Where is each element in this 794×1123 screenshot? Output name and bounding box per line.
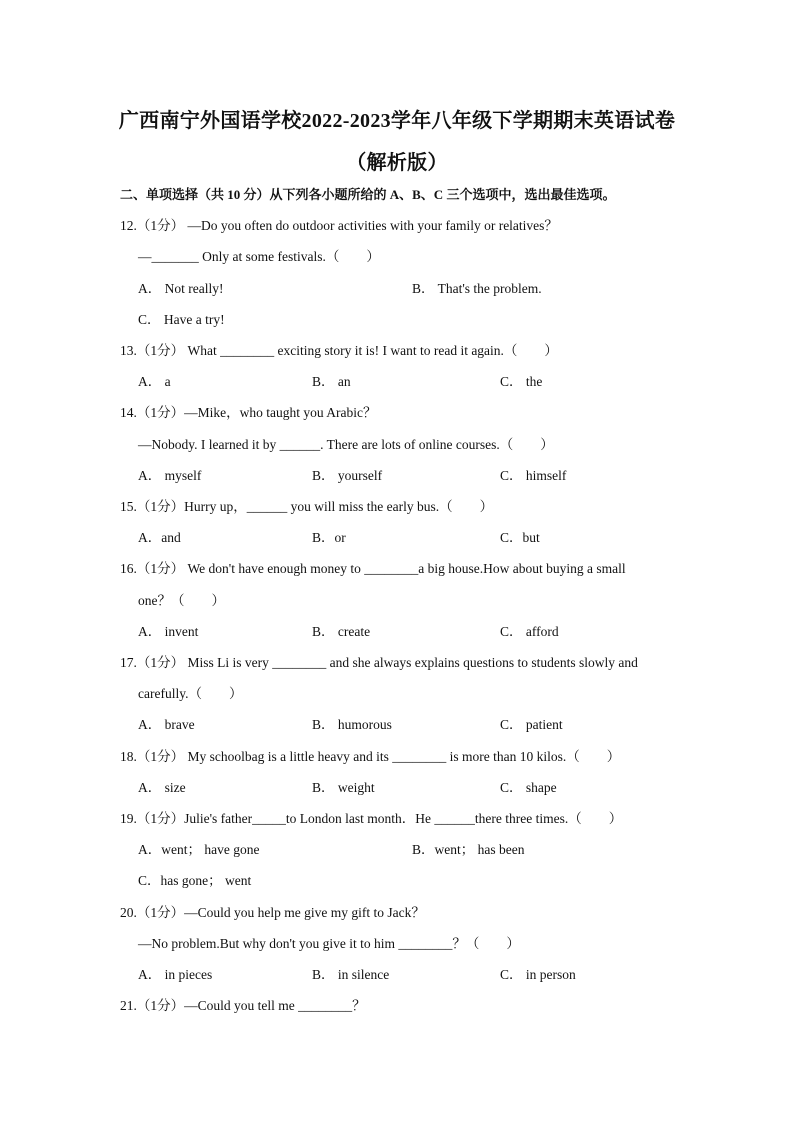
question-16-stem-2: one？（ ）	[138, 593, 225, 608]
section-heading: 二、单项选择（共 10 分）从下列各小题所给的 A、B、C 三个选项中，选出最佳选项。	[120, 187, 616, 202]
question-16-option-a: A． invent	[138, 624, 199, 639]
question-16-option-c: C． afford	[500, 624, 559, 639]
question-13-option-b: B． an	[312, 374, 351, 389]
question-14-option-a: A． myself	[138, 468, 202, 483]
question-19-option-a: A．went； have gone	[138, 842, 260, 857]
question-12-stem-2: —_______ Only at some festivals.（ ）	[138, 249, 380, 264]
question-17-stem-2: carefully.（ ）	[138, 686, 243, 701]
question-18-stem: 18.（1分） My schoolbag is a little heavy and its ________ is more than 10 kilos.（ ）	[120, 749, 621, 764]
question-13-option-a: A． a	[138, 374, 171, 389]
question-19-stem: 19.（1分）Julie's father_____to London last month．He ______there three times.（ ）	[120, 811, 623, 826]
question-13-option-c: C． the	[500, 374, 543, 389]
question-12-stem: 12.（1分） —Do you often do outdoor activities with your family or relatives？	[120, 218, 558, 233]
exam-title: 广西南宁外国语学校2022-2023学年八年级下学期期末英语试卷	[118, 110, 676, 132]
question-15-option-b: B．or	[312, 530, 346, 545]
question-16-stem: 16.（1分） We don't have enough money to ________a big house.How about buying a small	[120, 561, 626, 576]
question-15-option-c: C．but	[500, 530, 540, 545]
question-14-option-b: B． yourself	[312, 468, 383, 483]
question-17-option-a: A． brave	[138, 717, 195, 732]
question-20-option-b: B． in silence	[312, 967, 390, 982]
question-14-option-c: C． himself	[500, 468, 567, 483]
question-16-option-b: B． create	[312, 624, 371, 639]
question-17-option-b: B． humorous	[312, 717, 392, 732]
question-14-stem-2: —Nobody. I learned it by ______. There are lots of online courses.（ ）	[138, 437, 554, 452]
question-18-option-a: A． size	[138, 780, 186, 795]
question-20-option-a: A． in pieces	[138, 967, 213, 982]
question-12-option-c: C． Have a try!	[138, 312, 225, 327]
question-19-option-b: B．went； has been	[412, 842, 525, 857]
question-15-stem: 15.（1分）Hurry up，______ you will miss the early bus.（ ）	[120, 499, 494, 514]
exam-subtitle: （解析版）	[346, 152, 448, 174]
question-19-option-c: C．has gone； went	[138, 873, 252, 888]
question-18-option-c: C． shape	[500, 780, 557, 795]
question-17-stem: 17.（1分） Miss Li is very ________ and she always explains questions to students slowly and	[120, 655, 638, 670]
question-14-stem: 14.（1分）—Mike，who taught you Arabic？	[120, 405, 377, 420]
question-21-stem: 21.（1分）—Could you tell me ________？	[120, 998, 366, 1013]
question-20-stem: 20.（1分）—Could you help me give my gift to Jack？	[120, 905, 425, 920]
question-18-option-b: B． weight	[312, 780, 375, 795]
question-15-option-a: A．and	[138, 530, 181, 545]
question-12-option-a: A． Not really!	[138, 281, 224, 296]
question-13-stem: 13.（1分） What ________ exciting story it is! I want to read it again.（ ）	[120, 343, 558, 358]
question-17-option-c: C． patient	[500, 717, 563, 732]
question-20-stem-2: —No problem.But why don't you give it to him ________？（ ）	[138, 936, 520, 951]
question-20-option-c: C． in person	[500, 967, 576, 982]
question-12-option-b: B． That's the problem.	[412, 281, 542, 296]
